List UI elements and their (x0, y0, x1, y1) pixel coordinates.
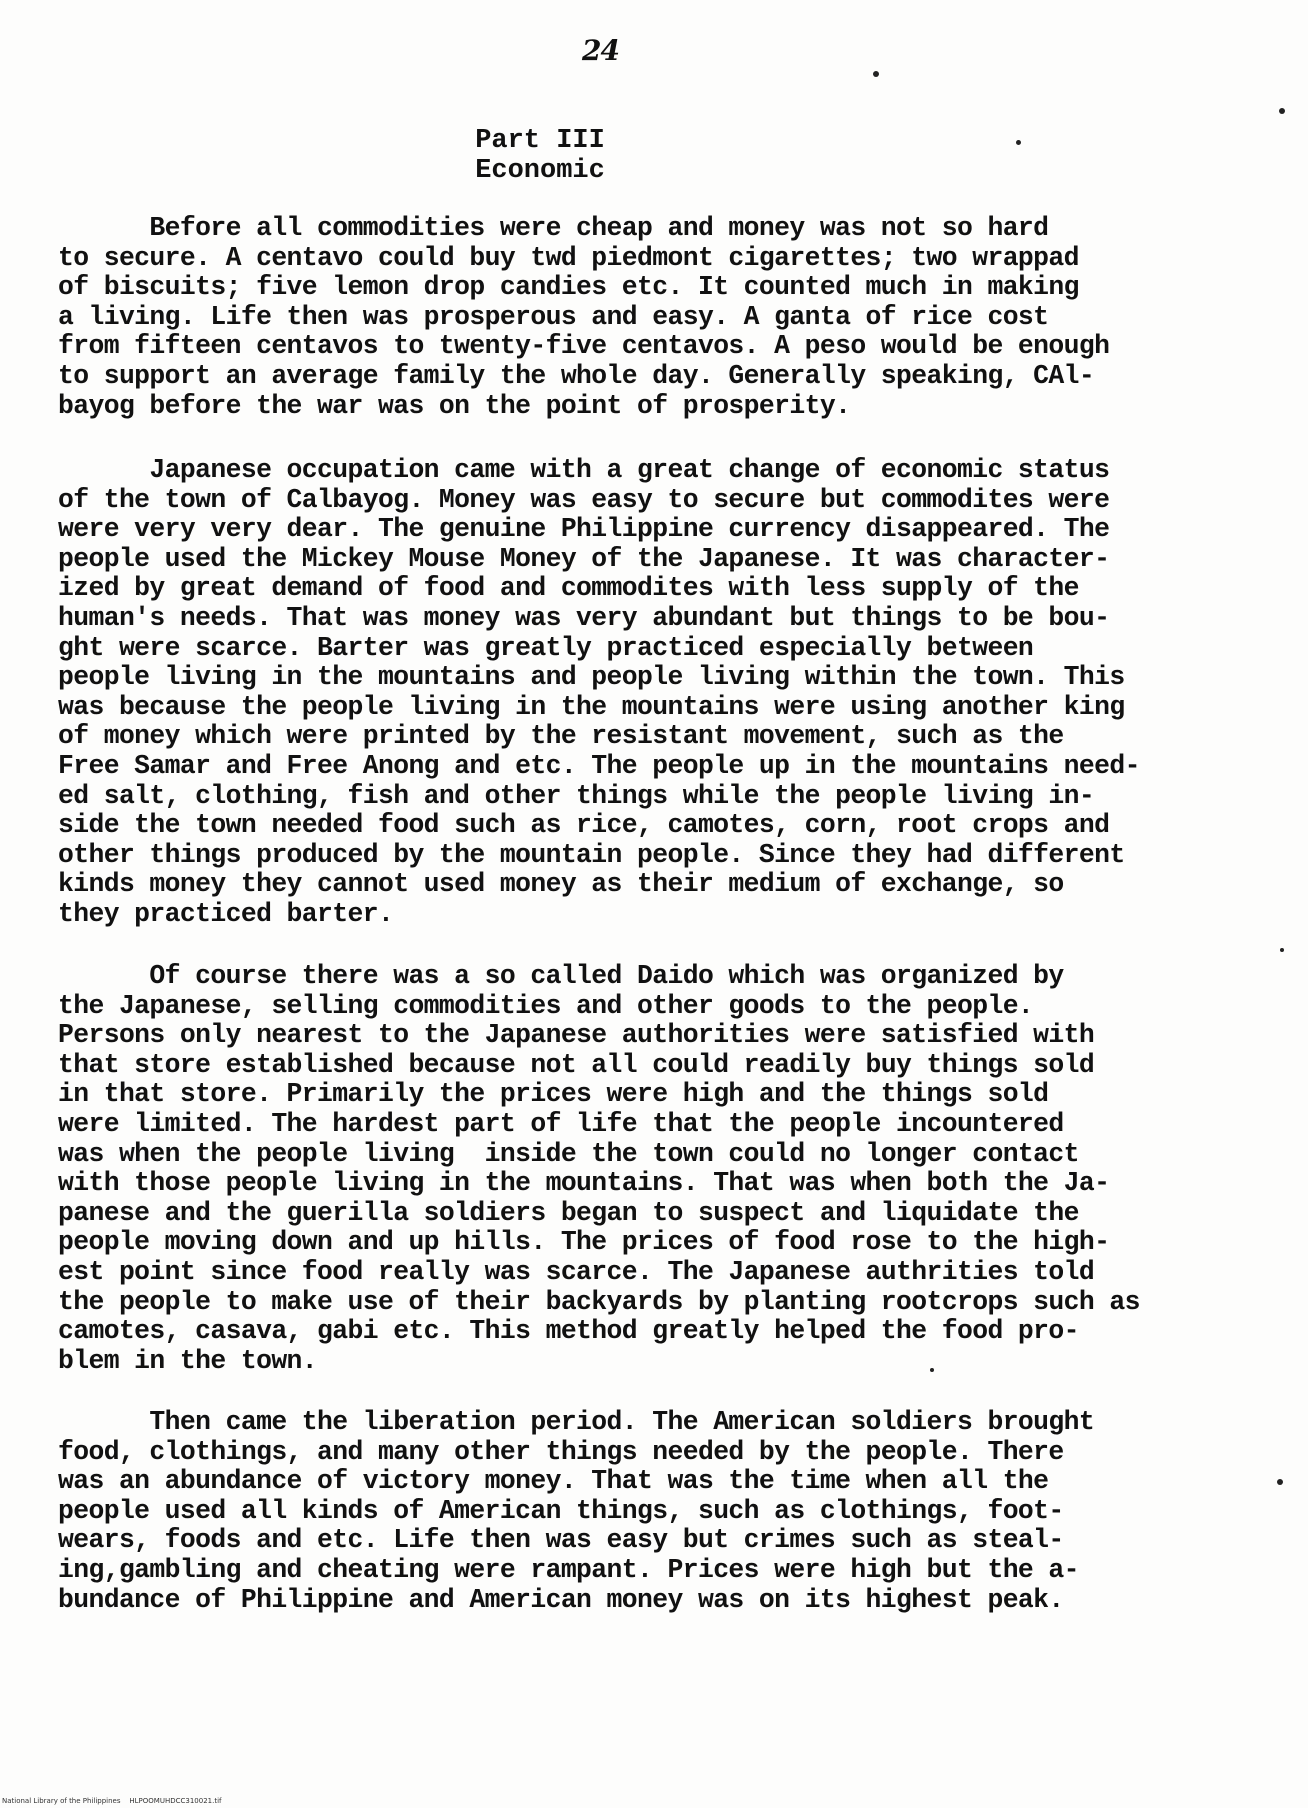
text-line: other things produced by the mountain people. Since they had different (58, 839, 1125, 870)
text-line: blem in the town. (58, 1345, 318, 1376)
paragraph-3 (58, 962, 1308, 1376)
text-line: they practiced barter. (58, 898, 394, 929)
text-line: ing,gambling and cheating were rampant. Prices were high but the a- (58, 1554, 1079, 1585)
text-line: wears, foods and etc. Life then was easy but crimes such as steal- (58, 1525, 1064, 1556)
text-line: ed salt, clothing, fish and other things while the people living in- (58, 780, 1095, 811)
scan-speck (1016, 140, 1021, 145)
text-line: Of course there was a so called Daido which was organized by (58, 961, 1064, 991)
scan-speck (1280, 948, 1284, 952)
text-line: Persons only nearest to the Japanese authorities were satisfied with (58, 1020, 1095, 1051)
text-line: to secure. A centavo could buy twd piedmont cigarettes; two wrappad (58, 242, 1079, 273)
text-line: side the town needed food such as rice, camotes, corn, root crops and (58, 810, 1110, 841)
text-line: of biscuits; five lemon drop candies etc. It counted much in making (58, 272, 1079, 303)
text-line: panese and the guerilla soldiers began to suspect and liquidate the (58, 1197, 1079, 1228)
text-line: Japanese occupation came with a great change of economic status (58, 455, 1110, 485)
text-line: the people to make use of their backyards by planting rootcrops such as (58, 1286, 1140, 1317)
text-line: to support an average family the whole day. Generally speaking, CAl- (58, 360, 1095, 391)
scan-speck (1279, 108, 1285, 114)
text-line: was because the people living in the mountains were using another king (58, 691, 1125, 722)
text-line: people used all kinds of American things, such as clothings, foot- (58, 1495, 1064, 1526)
text-line: human's needs. That was money was very abundant but things to be bou- (58, 602, 1110, 633)
text-line: ght were scarce. Barter was greatly practiced especially between (58, 632, 1034, 663)
text-line: from fifteen centavos to twenty-five centavos. A peso would be enough (58, 331, 1110, 362)
text-line: bayog before the war was on the point of prosperity. (58, 390, 851, 421)
text-line: the Japanese, selling commodities and other goods to the people. (58, 990, 1034, 1021)
text-line: of money which were printed by the resistant movement, such as the (58, 721, 1064, 752)
text-line: food, clothings, and many other things needed by the people. There (58, 1436, 1064, 1467)
text-line: Free Samar and Free Anong and etc. The people up in the mountains need- (58, 750, 1140, 781)
text-line: people used the Mickey Mouse Money of the Japanese. It was character- (58, 543, 1110, 574)
page-number: 24 (582, 34, 619, 67)
text-line: in that store. Primarily the prices were high and the things sold (58, 1079, 1049, 1110)
part-heading: Part III (475, 126, 605, 156)
text-line: were limited. The hardest part of life that the people incountered (58, 1108, 1064, 1139)
scan-speck (873, 71, 879, 77)
paragraph-1 (58, 214, 1308, 421)
text-line: that store established because not all could readily buy things sold (58, 1049, 1095, 1080)
text-line: of the town of Calbayog. Money was easy to secure but commodites were (58, 484, 1110, 515)
text-line: camotes, casava, gabi etc. This method greatly helped the food pro- (58, 1316, 1079, 1347)
archive-footer: National Library of the Philippines HLPOOMUHDCC310021.tif (2, 1797, 222, 1805)
text-line: people living in the mountains and people living within the town. This (58, 662, 1125, 693)
text-line: Then came the liberation period. The American soldiers brought (58, 1407, 1095, 1437)
scan-speck (1277, 1479, 1283, 1485)
text-line: was an abundance of victory money. That was the time when all the (58, 1466, 1049, 1497)
paragraph-4 (58, 1408, 1308, 1615)
section-heading: Economic (475, 156, 605, 186)
text-line: est point since food really was scarce. The Japanese authrities told (58, 1256, 1095, 1287)
text-line: bundance of Philippine and American money was on its highest peak. (58, 1584, 1064, 1615)
text-line: with those people living in the mountains. That was when both the Ja- (58, 1168, 1110, 1199)
scan-speck (930, 1368, 934, 1372)
text-line: was when the people living inside the town could no longer contact (58, 1138, 1079, 1169)
text-line: Before all commodities were cheap and money was not so hard (58, 213, 1049, 243)
text-line: ized by great demand of food and commodites with less supply of the (58, 573, 1079, 604)
text-line: a living. Life then was prosperous and easy. A ganta of rice cost (58, 301, 1049, 332)
text-line: were very very dear. The genuine Philippine currency disappeared. The (58, 514, 1110, 545)
text-line: people moving down and up hills. The prices of food rose to the high- (58, 1227, 1110, 1258)
text-line: kinds money they cannot used money as their medium of exchange, so (58, 869, 1064, 900)
paragraph-2 (58, 456, 1308, 930)
